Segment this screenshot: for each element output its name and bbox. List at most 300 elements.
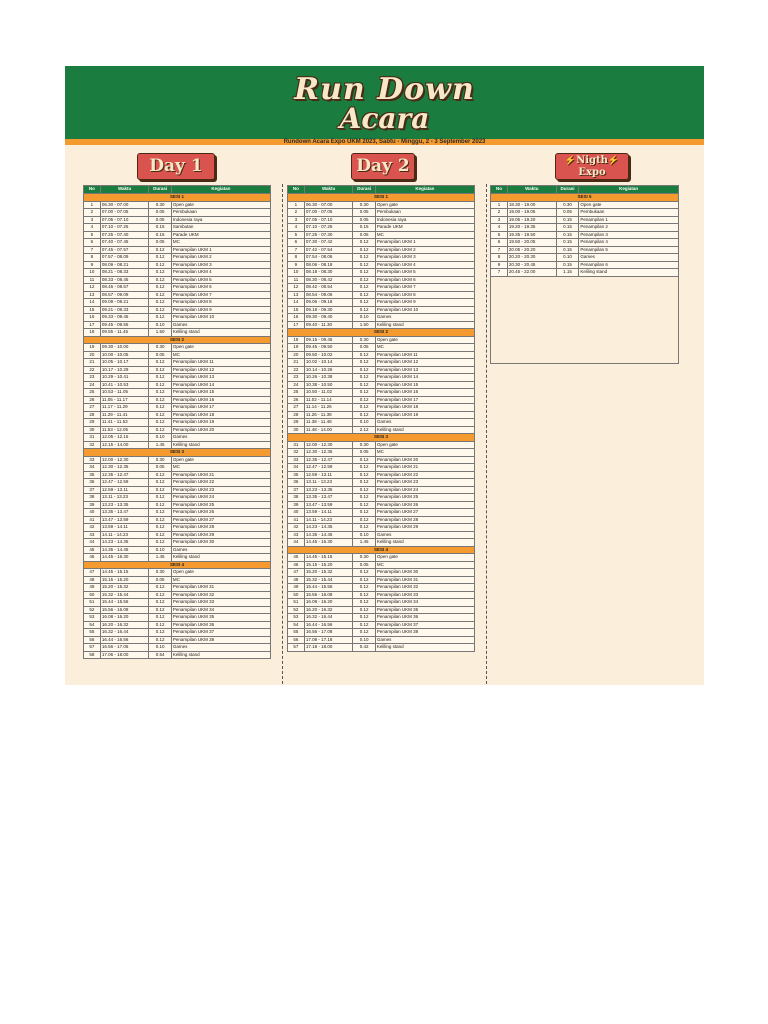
row-activity: Penampilan UKM 35 — [375, 606, 474, 614]
row-activity: Keliling stand — [579, 269, 679, 277]
row-duration: 0.12 — [353, 404, 375, 412]
row-time: 12.35 - 12.47 — [304, 456, 353, 464]
table-row — [288, 216, 475, 224]
row-duration: 0.12 — [353, 291, 375, 299]
row-number: 34 — [288, 464, 305, 472]
row-activity: Penampilan UKM 38 — [375, 629, 474, 637]
row-number: 47 — [84, 569, 101, 577]
table-row — [288, 621, 475, 629]
column-header: Waktu — [100, 186, 149, 194]
row-time: 10.50 - 11.02 — [304, 389, 353, 397]
session-header-row — [491, 194, 679, 202]
table-row — [288, 351, 475, 359]
row-activity: Penampilan UKM 7 — [375, 284, 474, 292]
row-activity: Penampilan UKM 8 — [375, 291, 474, 299]
row-time: 13.47 - 13.59 — [100, 516, 149, 524]
row-duration: 0.12 — [353, 591, 375, 599]
row-time: 20.20 - 20.30 — [507, 254, 556, 262]
row-number: 53 — [288, 614, 305, 622]
row-duration: 0.30 — [149, 456, 171, 464]
row-duration: 0.05 — [149, 576, 171, 584]
row-time: 16.56 - 17.06 — [100, 644, 149, 652]
row-duration: 0.10 — [353, 314, 375, 322]
row-time: 08.45 - 08.57 — [100, 284, 149, 292]
table-row — [288, 374, 475, 382]
row-time: 12.00 - 12.30 — [304, 441, 353, 449]
row-number: 55 — [288, 629, 305, 637]
row-duration: 0.30 — [353, 201, 375, 209]
table-row — [288, 239, 475, 247]
row-activity: Penampilan UKM 5 — [375, 269, 474, 277]
row-number: 27 — [84, 404, 101, 412]
table-row — [288, 486, 475, 494]
row-number: 9 — [288, 261, 305, 269]
row-time: 10.05 - 10.17 — [100, 359, 149, 367]
table-row — [288, 494, 475, 502]
session-header-row — [84, 336, 271, 344]
table-row — [84, 239, 271, 247]
row-time: 14.23 - 14.35 — [100, 539, 149, 547]
row-time: 12.59 - 13.11 — [100, 486, 149, 494]
row-time: 07.25 - 07.30 — [304, 231, 353, 239]
table-row — [84, 291, 271, 299]
table-row — [84, 651, 271, 659]
row-duration: 0.12 — [353, 299, 375, 307]
row-number: 4 — [491, 224, 508, 232]
row-time: 07.45 - 07.57 — [100, 246, 149, 254]
row-time: 09.40 - 11.30 — [304, 321, 353, 329]
row-time: 12.59 - 13.11 — [304, 471, 353, 479]
row-duration: 0.12 — [353, 269, 375, 277]
row-duration: 0.12 — [353, 524, 375, 532]
row-number: 32 — [84, 441, 101, 449]
row-duration: 0.12 — [353, 576, 375, 584]
row-time: 14.11 - 14.23 — [304, 516, 353, 524]
row-activity: Penampilan UKM 32 — [171, 591, 270, 599]
row-number: 23 — [288, 374, 305, 382]
table-row — [84, 231, 271, 239]
row-activity: Penampilan UKM 23 — [171, 486, 270, 494]
day-1-schedule — [83, 185, 271, 659]
row-time: 11.38 - 11.48 — [304, 419, 353, 427]
row-time: 16.32 - 16.44 — [304, 614, 353, 622]
row-number: 55 — [84, 629, 101, 637]
row-time: 16.32 - 16.44 — [100, 629, 149, 637]
row-number: 52 — [288, 606, 305, 614]
row-number: 42 — [84, 524, 101, 532]
row-number: 46 — [288, 561, 305, 569]
row-duration: 0.12 — [149, 471, 171, 479]
row-activity: Penampilan UKM 18 — [375, 404, 474, 412]
row-number: 36 — [84, 479, 101, 487]
row-time: 07.25 - 07.40 — [100, 231, 149, 239]
row-duration: 0.12 — [149, 524, 171, 532]
row-time: 08.42 - 08.54 — [304, 284, 353, 292]
row-duration: 0.05 — [149, 239, 171, 247]
row-time: 20.45 - 22.00 — [507, 269, 556, 277]
row-duration: 0.12 — [353, 351, 375, 359]
table-row — [84, 471, 271, 479]
row-number: 9 — [491, 261, 508, 269]
session-label: SESI 4 — [288, 546, 475, 554]
row-duration: 1.45 — [353, 539, 375, 547]
row-time: 16.08 - 16.20 — [100, 614, 149, 622]
table-row — [491, 254, 679, 262]
row-time: 08.18 - 08.30 — [304, 269, 353, 277]
table-row — [84, 389, 271, 397]
table-row — [288, 389, 475, 397]
column-header: Durasi — [353, 186, 375, 194]
table-row — [288, 201, 475, 209]
row-activity: Open gate — [171, 344, 270, 352]
row-number: 22 — [288, 366, 305, 374]
table-row — [288, 464, 475, 472]
row-number: 29 — [84, 419, 101, 427]
table-header-row — [288, 186, 475, 194]
row-time: 15.56 - 16.08 — [304, 591, 353, 599]
table-row — [288, 569, 475, 577]
row-activity: Penampilan UKM 22 — [171, 479, 270, 487]
row-duration: 0.12 — [353, 411, 375, 419]
row-number: 31 — [84, 434, 101, 442]
row-time: 07.54 - 08.06 — [304, 254, 353, 262]
row-duration: 0.12 — [149, 374, 171, 382]
row-activity: Penampilan 2 — [579, 224, 679, 232]
row-time: 12.47 - 12.59 — [304, 464, 353, 472]
row-activity: Penampilan UKM 36 — [171, 621, 270, 629]
row-number: 6 — [288, 239, 305, 247]
row-activity: Parade UKM — [375, 224, 474, 232]
row-number: 24 — [84, 381, 101, 389]
row-activity: Penampilan UKM 31 — [375, 576, 474, 584]
table-row — [491, 246, 679, 254]
table-row — [84, 299, 271, 307]
row-number: 54 — [288, 621, 305, 629]
table-row — [288, 254, 475, 262]
table-row — [288, 396, 475, 404]
row-time: 19.35 - 19.50 — [507, 231, 556, 239]
row-time: 12.47 - 12.59 — [100, 479, 149, 487]
row-activity: Penampilan UKM 19 — [171, 419, 270, 427]
row-activity: Open gate — [375, 554, 474, 562]
row-activity: Penampilan UKM 36 — [375, 614, 474, 622]
table-row — [491, 261, 679, 269]
row-activity: Penampilan UKM 19 — [375, 411, 474, 419]
row-activity: MC — [375, 449, 474, 457]
row-activity: Penampilan 4 — [579, 239, 679, 247]
table-row — [84, 636, 271, 644]
row-duration: 0.05 — [149, 464, 171, 472]
row-time: 10.29 - 10.41 — [100, 374, 149, 382]
row-time: 14.11 - 14.23 — [100, 531, 149, 539]
row-activity: Penampilan UKM 16 — [171, 396, 270, 404]
row-activity: Penampilan UKM 34 — [171, 606, 270, 614]
row-activity: Penampilan 5 — [579, 246, 679, 254]
row-time: 13.59 - 14.11 — [100, 524, 149, 532]
row-time: 07.10 - 07.25 — [100, 224, 149, 232]
column-divider — [486, 184, 487, 684]
lightning-right-icon: ⚡ — [607, 156, 620, 166]
row-duration: 0.12 — [353, 494, 375, 502]
row-duration: 0.12 — [353, 261, 375, 269]
row-time: 14.35 - 14.45 — [304, 531, 353, 539]
row-duration: 0.15 — [556, 231, 579, 239]
row-number: 35 — [288, 471, 305, 479]
row-activity: Pembukaan — [579, 209, 679, 217]
row-time: 10.41 - 10.53 — [100, 381, 149, 389]
row-time: 06.30 - 07.00 — [304, 201, 353, 209]
row-time: 07.42 - 07.54 — [304, 246, 353, 254]
row-activity: Keliling stand — [171, 441, 270, 449]
row-activity: MC — [375, 561, 474, 569]
table-row — [288, 299, 475, 307]
table-row — [288, 599, 475, 607]
row-duration: 0.12 — [149, 539, 171, 547]
table-row — [491, 209, 679, 217]
column-header: Waktu — [507, 186, 556, 194]
row-number: 7 — [288, 246, 305, 254]
row-number: 10 — [288, 269, 305, 277]
row-activity: Penampilan UKM 32 — [375, 584, 474, 592]
row-time: 17.06 - 18.00 — [100, 651, 149, 659]
row-activity: Penampilan 6 — [579, 261, 679, 269]
row-time: 17.08 - 17.18 — [304, 636, 353, 644]
row-number: 8 — [491, 254, 508, 262]
session-label: SESI 3 — [84, 449, 271, 457]
row-duration: 0.12 — [149, 531, 171, 539]
row-activity: Pembukaan — [171, 209, 270, 217]
row-number: 24 — [288, 381, 305, 389]
row-duration: 0.12 — [353, 471, 375, 479]
row-duration: 0.12 — [149, 284, 171, 292]
row-activity: Penampilan UKM 16 — [375, 389, 474, 397]
row-activity: Open gate — [375, 336, 474, 344]
column-header: Kegiatan — [375, 186, 474, 194]
row-duration: 0.54 — [149, 651, 171, 659]
row-number: 50 — [288, 591, 305, 599]
row-duration: 1.50 — [149, 329, 171, 337]
row-number: 6 — [84, 239, 101, 247]
row-activity: Penampilan UKM 35 — [171, 614, 270, 622]
row-activity: Penampilan UKM 38 — [171, 636, 270, 644]
row-activity: Open gate — [579, 201, 679, 209]
table-row — [491, 201, 679, 209]
row-duration: 0.12 — [353, 246, 375, 254]
row-duration: 0.12 — [149, 516, 171, 524]
row-duration: 0.12 — [353, 584, 375, 592]
row-number: 41 — [84, 516, 101, 524]
row-number: 19 — [84, 344, 101, 352]
row-time: 15.20 - 15.32 — [100, 584, 149, 592]
session-label: SESI 5 — [491, 194, 679, 202]
row-time: 11.53 - 12.05 — [100, 426, 149, 434]
row-duration: 1.45 — [149, 554, 171, 562]
row-number: 17 — [288, 321, 305, 329]
row-activity: Keliling stand — [171, 651, 270, 659]
row-number: 39 — [84, 501, 101, 509]
row-activity: Open gate — [375, 441, 474, 449]
row-duration: 0.12 — [149, 291, 171, 299]
session-header-row — [288, 434, 475, 442]
row-number: 53 — [84, 614, 101, 622]
row-duration: 0.30 — [353, 336, 375, 344]
row-duration: 0.15 — [353, 224, 375, 232]
row-activity: Penampilan UKM 12 — [171, 366, 270, 374]
table-row — [288, 441, 475, 449]
table-row — [84, 516, 271, 524]
row-number: 5 — [84, 231, 101, 239]
row-activity: Penampilan UKM 27 — [375, 509, 474, 517]
row-activity: Penampilan UKM 22 — [375, 471, 474, 479]
row-activity: Penampilan UKM 30 — [375, 569, 474, 577]
table-row — [84, 456, 271, 464]
table-row — [288, 644, 475, 652]
row-number: 22 — [84, 366, 101, 374]
table-header-row — [491, 186, 679, 194]
row-time: 14.45 - 16.30 — [304, 539, 353, 547]
row-number: 29 — [288, 419, 305, 427]
row-time: 16.44 - 16.56 — [304, 621, 353, 629]
night-expo-schedule — [490, 185, 679, 364]
row-number: 51 — [288, 599, 305, 607]
row-activity: Games — [375, 314, 474, 322]
table-row — [288, 561, 475, 569]
row-duration: 0.12 — [353, 614, 375, 622]
row-time: 16.20 - 16.32 — [100, 621, 149, 629]
row-time: 13.11 - 13.23 — [100, 494, 149, 502]
row-duration: 0.15 — [149, 231, 171, 239]
row-duration: 0.12 — [353, 479, 375, 487]
row-activity: Penampilan 1 — [579, 216, 679, 224]
row-time: 07.05 - 07.10 — [100, 216, 149, 224]
row-activity: Penampilan UKM 31 — [171, 584, 270, 592]
row-duration: 0.05 — [149, 351, 171, 359]
row-number: 40 — [84, 509, 101, 517]
row-number: 1 — [288, 201, 305, 209]
row-time: 15.44 - 15.56 — [304, 584, 353, 592]
row-activity: Penampilan UKM 1 — [375, 239, 474, 247]
row-duration: 0.12 — [353, 606, 375, 614]
lightning-left-icon: ⚡ — [564, 156, 577, 166]
row-activity: MC — [171, 239, 270, 247]
table-row — [84, 269, 271, 277]
table-row — [288, 306, 475, 314]
table-row — [288, 291, 475, 299]
table-row — [84, 329, 271, 337]
row-duration: 0.12 — [353, 284, 375, 292]
row-duration: 1.15 — [556, 269, 579, 277]
row-duration: 0.15 — [556, 239, 579, 247]
row-activity: Penampilan UKM 29 — [171, 531, 270, 539]
row-number: 26 — [288, 396, 305, 404]
session-header-row — [84, 449, 271, 457]
row-time: 13.47 - 13.59 — [304, 501, 353, 509]
table-row — [84, 629, 271, 637]
day-1-badge: Day 1 — [137, 153, 215, 180]
row-number: 3 — [84, 216, 101, 224]
row-time: 15.56 - 16.08 — [100, 606, 149, 614]
row-time: 20.30 - 20.45 — [507, 261, 556, 269]
row-time: 12.15 - 14.00 — [100, 441, 149, 449]
row-time: 13.35 - 13.47 — [304, 494, 353, 502]
table-row — [84, 524, 271, 532]
column-header: Durasi — [149, 186, 171, 194]
row-duration: 1.45 — [149, 441, 171, 449]
row-activity: Indonesia raya — [171, 216, 270, 224]
row-number: 21 — [288, 359, 305, 367]
table-row — [84, 321, 271, 329]
row-number: 36 — [288, 479, 305, 487]
row-duration: 0.12 — [149, 404, 171, 412]
row-duration: 0.05 — [353, 209, 375, 217]
row-number: 6 — [491, 239, 508, 247]
session-label: SESI 1 — [288, 194, 475, 202]
table-row — [84, 246, 271, 254]
row-time: 07.05 - 07.10 — [304, 216, 353, 224]
row-duration: 0.12 — [149, 636, 171, 644]
row-time: 17.18 - 18.00 — [304, 644, 353, 652]
row-time: 12.30 - 12.35 — [100, 464, 149, 472]
row-activity: Penampilan UKM 26 — [171, 509, 270, 517]
row-number: 14 — [84, 299, 101, 307]
row-time: 14.45 - 15.15 — [100, 569, 149, 577]
row-time: 19.05 - 19.20 — [507, 216, 556, 224]
table-row — [84, 546, 271, 554]
row-time: 09.55 - 11.45 — [100, 329, 149, 337]
row-duration: 0.12 — [149, 606, 171, 614]
row-activity: Penampilan UKM 13 — [171, 374, 270, 382]
row-time: 10.00 - 10.05 — [100, 351, 149, 359]
row-time: 15.32 - 15.44 — [304, 576, 353, 584]
row-duration: 0.12 — [353, 306, 375, 314]
row-duration: 0.30 — [149, 344, 171, 352]
table-row — [84, 426, 271, 434]
row-number: 49 — [288, 584, 305, 592]
row-time: 16.44 - 16.56 — [100, 636, 149, 644]
table-row — [288, 359, 475, 367]
row-duration: 0.12 — [149, 389, 171, 397]
table-row — [84, 501, 271, 509]
table-row — [288, 576, 475, 584]
table-row — [84, 351, 271, 359]
row-time: 15.44 - 15.56 — [100, 599, 149, 607]
row-number: 51 — [84, 599, 101, 607]
session-label: SESI 3 — [288, 434, 475, 442]
row-duration: 0.30 — [353, 554, 375, 562]
row-duration: 0.15 — [556, 246, 579, 254]
table-header-row — [84, 186, 271, 194]
row-duration: 0.12 — [149, 509, 171, 517]
table-row — [288, 411, 475, 419]
row-time: 19.00 - 19.05 — [507, 209, 556, 217]
row-duration: 0.12 — [149, 269, 171, 277]
table-row — [84, 276, 271, 284]
table-row — [491, 224, 679, 232]
row-activity: Penampilan UKM 37 — [171, 629, 270, 637]
row-time: 14.23 - 14.35 — [304, 524, 353, 532]
row-time: 08.30 - 08.42 — [304, 276, 353, 284]
row-activity: Keliling stand — [171, 329, 270, 337]
row-duration: 0.12 — [353, 359, 375, 367]
row-time: 09.50 - 10.02 — [304, 351, 353, 359]
row-activity: Penampilan UKM 2 — [171, 254, 270, 262]
row-number: 48 — [84, 576, 101, 584]
row-activity: Penampilan UKM 21 — [171, 471, 270, 479]
row-number: 45 — [288, 554, 305, 562]
row-activity: Penampilan UKM 28 — [171, 524, 270, 532]
row-time: 08.54 - 09.06 — [304, 291, 353, 299]
row-activity: Penampilan UKM 4 — [171, 269, 270, 277]
